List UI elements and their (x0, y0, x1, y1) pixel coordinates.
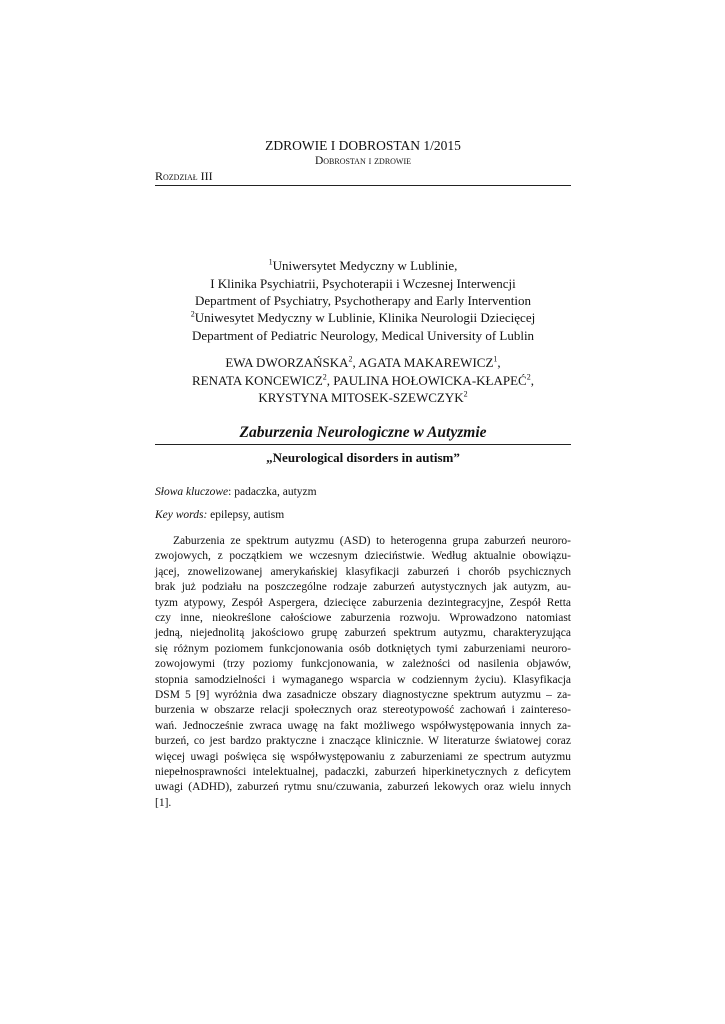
abstract-line: więcej uwagi poświęca się współwystępowaniu z zaburzeniami ze spectrum autyzmu (155, 750, 571, 763)
journal-section: Dobrostan i zdrowie (314, 155, 412, 167)
author-affil-mark: 2 (348, 354, 353, 364)
chapter-label: Rozdział III (155, 169, 213, 183)
abstract-line: jedną, niejednolitą jakościowo grupę zaburzeń spektrum autyzmu, charakteryzująca (155, 627, 571, 640)
author-line-2 (155, 372, 571, 390)
abstract-line: brak już podziału na poszczególne rodzaje zaburzeń autystycznych jak autyzm, au- (155, 581, 571, 594)
header-rule (155, 185, 571, 186)
author-affil-mark: 2 (526, 372, 531, 382)
author-line-1 (155, 354, 571, 372)
author-name: KRYSTYNA MITOSEK-SZEWCZYK (258, 390, 464, 405)
affiliation-1 (155, 257, 571, 310)
article-subtitle: „Neurological disorders in autism” (266, 450, 460, 465)
author-separator: , (352, 355, 359, 370)
keywords-polish (155, 486, 317, 498)
affiliation-1-mark: 1 (268, 257, 273, 267)
abstract-line: jącej, znowelizowanej amerykańskiej klasyfikacji zaburzeń i chorób psychicznych (155, 565, 571, 578)
author-separator: , (530, 372, 534, 388)
keywords-english-label: Key words: (155, 509, 208, 521)
keywords-polish-value: : padaczka, autyzm (228, 486, 317, 498)
abstract-line: burzenia w obszarze relacji społecznych oraz stereotypowość zachowań i zaintereso- (155, 704, 571, 717)
affiliation-2-line-2: Department of Pediatric Neurology, Medical University of Lublin (191, 327, 535, 343)
author-affil-mark: 2 (463, 389, 468, 399)
title-rule (155, 444, 571, 445)
author-affil-mark: 1 (493, 354, 498, 364)
abstract-line: [1]. (155, 796, 172, 809)
abstract-line: niepełnosprawności intelektualnej, padaczki, zaburzeń hiperkinetycznych z deficytem (155, 766, 571, 778)
abstract-line: tyzm atypowy, Zespół Aspergera, dziecięce zaburzenia dezintegracyjne, Zespół Retta (155, 596, 571, 609)
author-separator: , (326, 372, 334, 388)
paper-page (155, 0, 571, 1024)
abstract-line: uwagi (ADHD), zaburzeń rytmu snu/czuwania, zaburzeń lekowych oraz wielu innych (155, 781, 571, 794)
abstract-line: czy inne, nieokreślone całościowe zaburzenia rozwoju. Wprowadzono natomiast (155, 612, 571, 624)
author-name: EWA DWORZAŃSKA (225, 355, 349, 370)
abstract-line: stopnia samodzielności i wymaganego wsparcia w codziennym życiu). Klasyfikacja (155, 673, 571, 686)
abstract-line: burzeń, co jest bardzo praktyczne i znaczące klinicznie. W literaturze światowej coraz (155, 735, 571, 748)
affiliation-1-line-3: Department of Psychiatry, Psychotherapy and Early Intervention (195, 293, 531, 308)
affiliation-2-mark: 2 (190, 309, 195, 319)
author-name: PAULINA HOŁOWICKA-KŁAPEĆ (333, 372, 527, 388)
abstract-line: wań. Jednocześnie zwraca uwagę na fakt możliwego współwystępowania innych za- (155, 719, 571, 732)
author-name: RENATA KONCEWICZ (192, 372, 323, 388)
journal-title: ZDROWIE I DOBROSTAN 1/2015 (265, 138, 461, 153)
keywords-english (155, 509, 284, 521)
affiliation-2 (155, 309, 571, 344)
affiliation-2-text: Uniwesytet Medyczny w Lublinie, Klinika Neurologii Dziecięcej (194, 310, 536, 325)
article-title: Zaburzenia Neurologiczne w Autyzmie (239, 424, 487, 441)
abstract-line: DSM 5 [9] wyróżnia dwa zasadnicze obszary diagnostyczne spektrum autyzmu – za- (155, 689, 571, 701)
author-name: AGATA MAKAREWICZ (358, 355, 494, 370)
author-affil-mark: 2 (322, 372, 327, 382)
author-separator: , (497, 355, 501, 370)
affiliation-1-text: Uniwersytet Medyczny w Lublinie, (272, 258, 458, 273)
abstract-line: zwojowych, z początkiem we wczesnym dzieciństwie. Według aktualnie obowiązu- (155, 550, 571, 563)
abstract-line: zowojowymi (trzy poziomy funkcjonowania, w zależności od nasilenia objawów, (155, 658, 571, 671)
affiliation-1-line-1 (155, 257, 571, 275)
affiliation-1-line-2: I Klinika Psychiatrii, Psychoterapii i Wczesnej Interwencji (210, 275, 516, 291)
abstract-line: się różnym poziomem funkcjonowania osób dotkniętych tymi zaburzeniami neuroro- (155, 642, 571, 655)
affiliation-2-line-1 (155, 309, 571, 327)
keywords-polish-label: Słowa kluczowe (155, 486, 229, 498)
author-list (155, 354, 571, 407)
abstract-line: Zaburzenia ze spektrum autyzmu (ASD) to heterogenna grupa zaburzeń neuroro- (173, 535, 571, 547)
author-line-3 (155, 389, 571, 407)
keywords-english-value: epilepsy, autism (207, 509, 285, 521)
